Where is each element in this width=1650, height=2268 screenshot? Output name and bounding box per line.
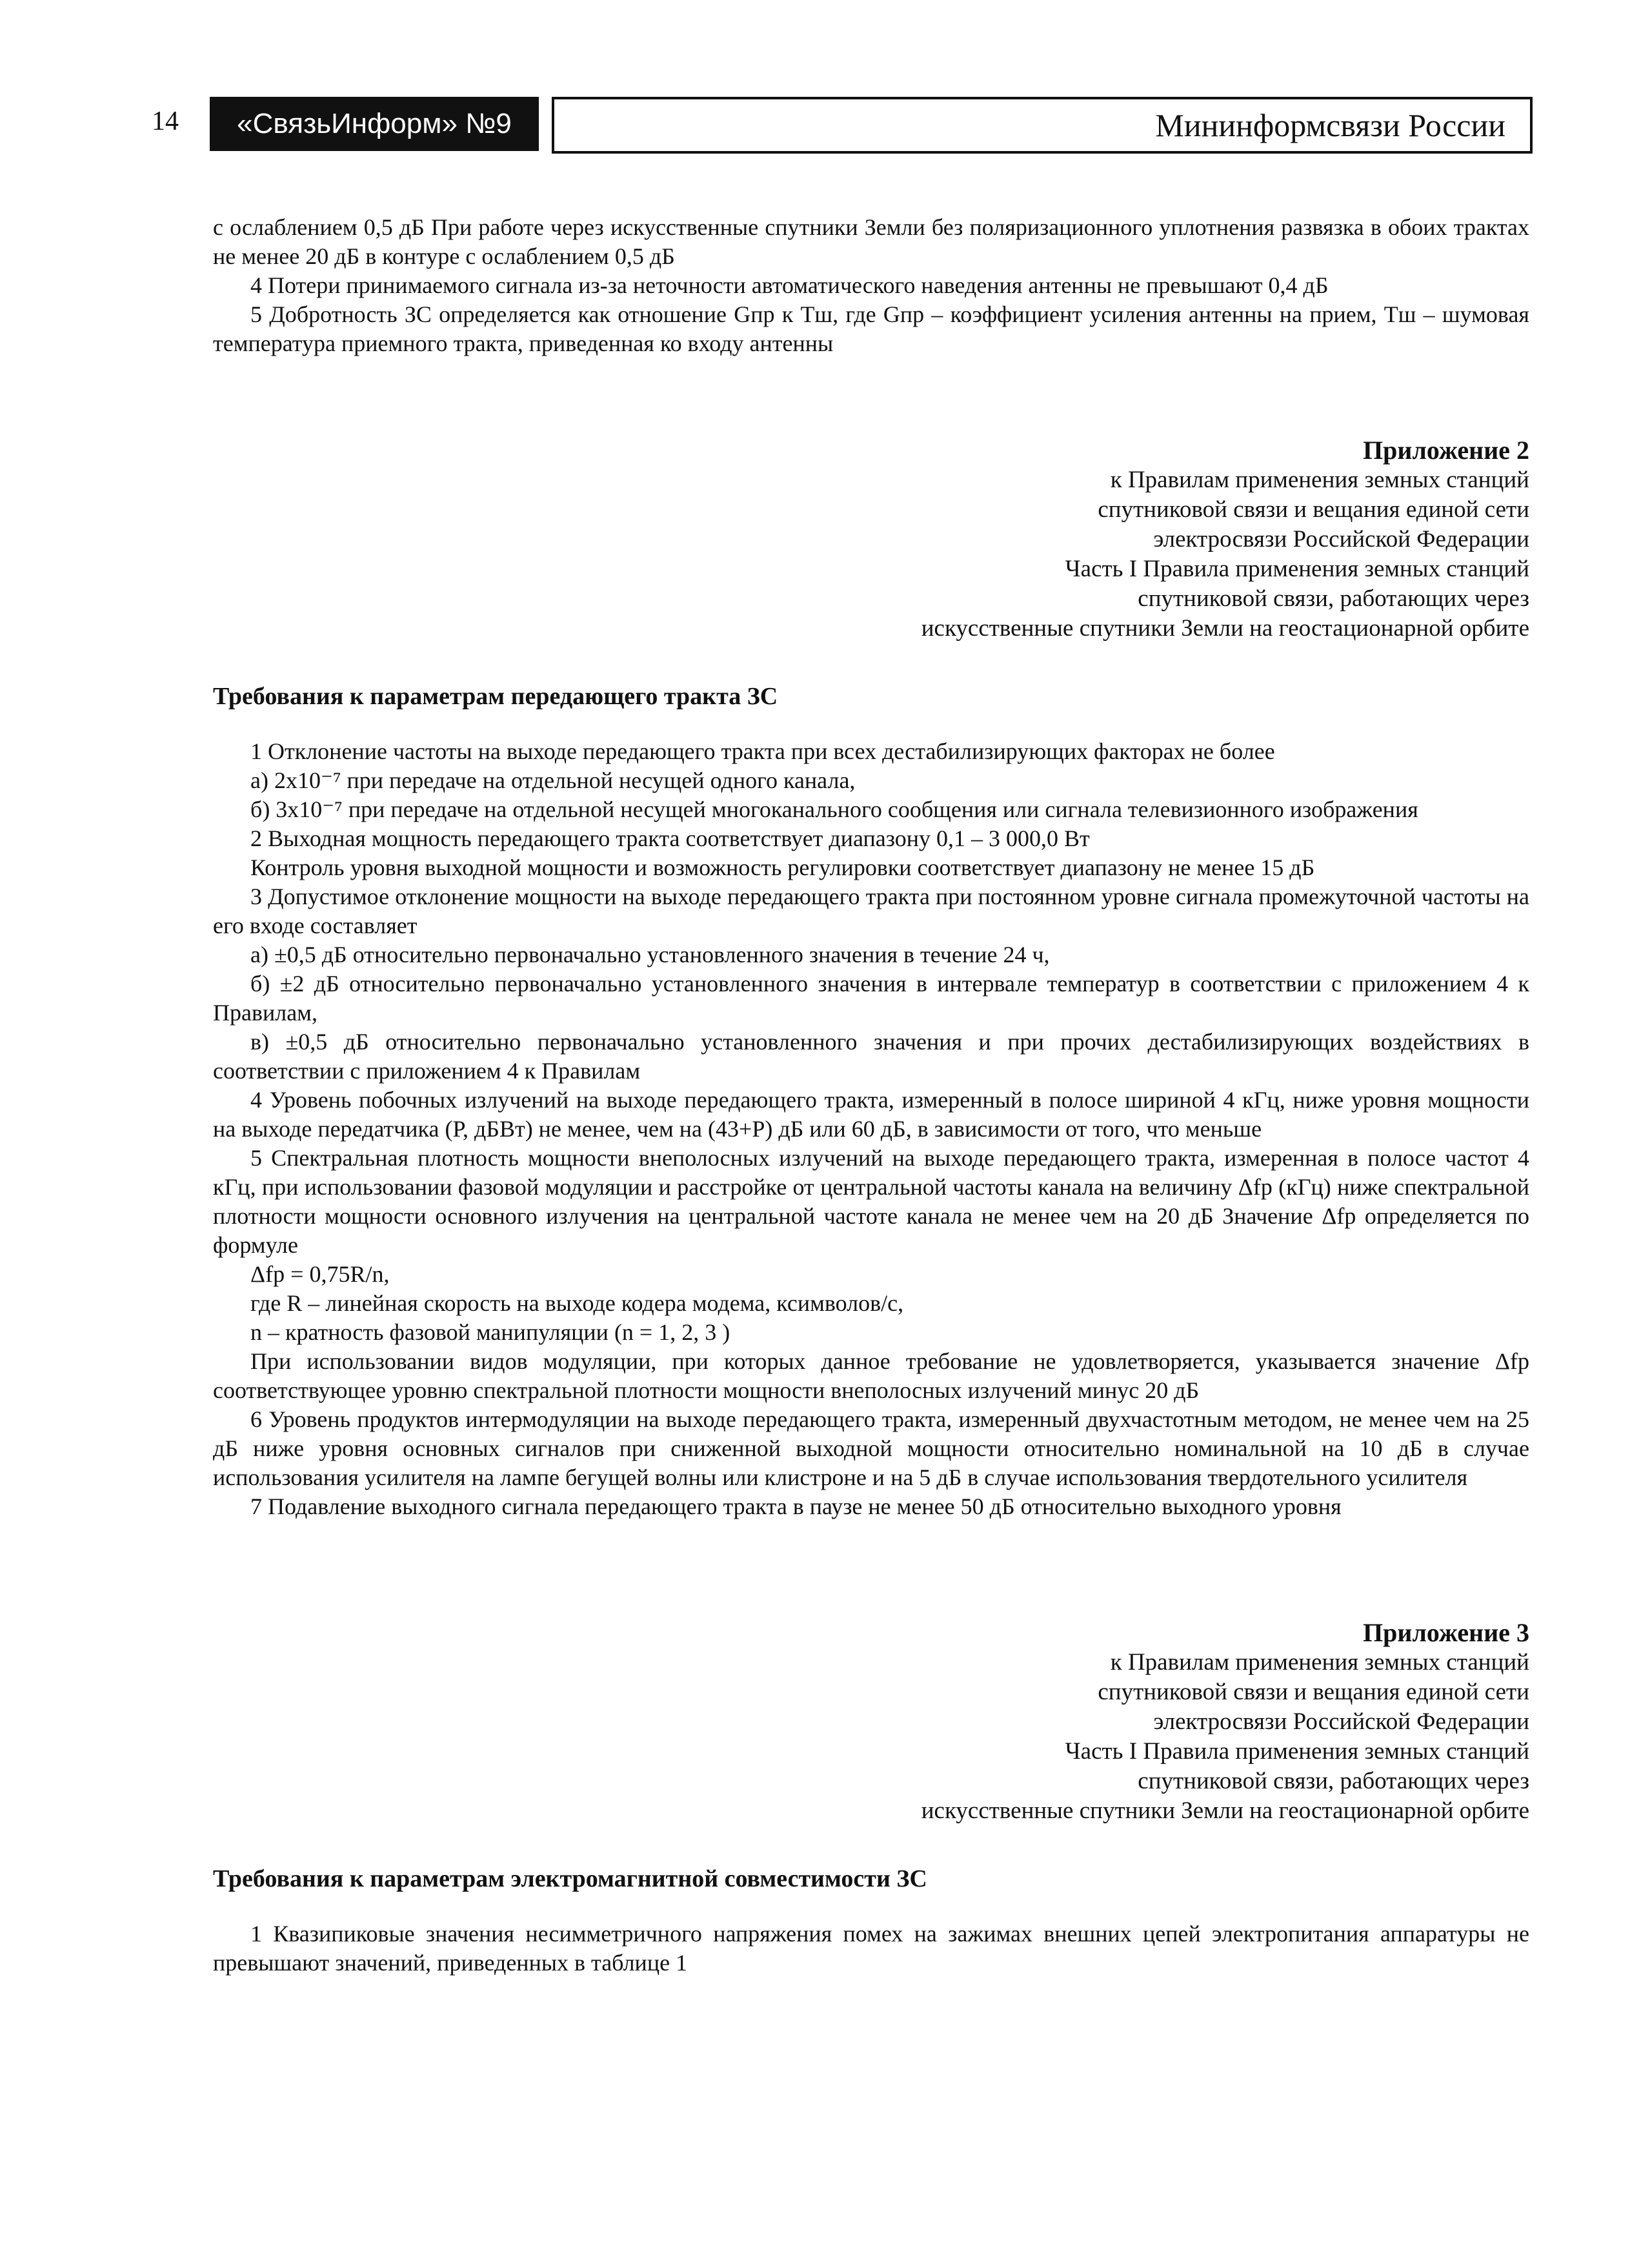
req-3b: б) ±2 дБ относительно первоначально установленного значения в интервале температур в соответствии с приложением 4 к Правилам, [213, 971, 1529, 1026]
page-content [213, 213, 1529, 1978]
req-1b: б) 3x10⁻⁷ при передаче на отдельной несущей многоканального сообщения или сигнала телевизионного изображения [250, 796, 1418, 822]
journal-title-badge: «СвязьИнформ» №9 [210, 97, 539, 151]
page-number: 14 [152, 106, 179, 136]
req-2b: Контроль уровня выходной мощности и возможность регулировки соответствует диапазону не менее 15 дБ [250, 855, 1315, 880]
req-4: 4 Уровень побочных излучений на выходе передающего тракта, измеренный в полосе шириной 4 кГц, ниже уровня мощности на выходе передатчика (Р, дБВт) не менее, чем на (43+Р) дБ или 60 дБ, в зависимости от того, что меньше [213, 1087, 1529, 1142]
emc-req-1: 1 Квазипиковые значения несимметричного напряжения помех на зажимах внешних цепей электропитания аппаратуры не превышают значений, приведенных в таблице 1 [213, 1921, 1529, 1976]
appendix-3-line: спутниковой связи, работающих через [1138, 1768, 1529, 1794]
appendix-3-title: Приложение 3 [1363, 1618, 1529, 1647]
req-5-formula: Δfр = 0,75R/n, [250, 1261, 390, 1287]
req-5-where-n: n – кратность фазовой манипуляции (n = 1, 2, 3 ) [250, 1319, 730, 1345]
req-7: 7 Подавление выходного сигнала передающего тракта в паузе не менее 50 дБ относительно выходного уровня [250, 1493, 1342, 1519]
appendix-2-line: искусственные спутники Земли на геостационарной орбите [921, 615, 1529, 642]
appendix-2-heading [213, 436, 1529, 643]
appendix-2-line: спутниковой связи и вещания единой сети [1098, 496, 1529, 523]
intro-paragraph-5: 5 Добротность ЗС определяется как отношение Gпр к Тш, где Gпр – коэффициент усиления антенны на прием, Тш – шумовая температура приемного тракта, приведенная ко входу антенны [213, 301, 1529, 356]
appendix-2-line: спутниковой связи, работающих через [1138, 585, 1529, 612]
appendix-3-heading [213, 1618, 1529, 1826]
appendix-2-line: Часть I Правила применения земных станций [1065, 556, 1529, 582]
appendix-2-line: электросвязи Российской Федерации [1153, 526, 1529, 552]
req-3c: в) ±0,5 дБ относительно первоначально установленного значения и при прочих дестабилизирующих воздействиях в соответствии с приложением 4 к Правилам [213, 1029, 1529, 1084]
req-3a: а) ±0,5 дБ относительно первоначально установленного значения в течение 24 ч, [250, 942, 1050, 967]
appendix-3-section-title: Требования к параметрам электромагнитной совместимости ЗС [213, 1865, 927, 1892]
appendix-3-line: электросвязи Российской Федерации [1153, 1708, 1529, 1735]
appendix-3-line: спутниковой связи и вещания единой сети [1098, 1679, 1529, 1705]
intro-paragraph-1: с ослаблением 0,5 дБ При работе через искусственные спутники Земли без поляризационного уплотнения развязка в обоих трактах не менее 20 дБ в контуре с ослаблением 0,5 дБ [213, 214, 1529, 269]
ministry-title-box: Мининформсвязи России [552, 97, 1533, 154]
appendix-3-line: Часть I Правила применения земных станций [1065, 1738, 1529, 1765]
appendix-2-title: Приложение 2 [1363, 436, 1529, 465]
req-5: 5 Спектральная плотность мощности внеполосных излучений на выходе передающего тракта, измеренная в полосе частот 4 кГц, при использовании фазовой модуляции и расстройке от центральной частоты канала на величину Δfр (кГц) ниже спектральной плотности мощности основного излучения на центральной частоте канала не менее чем на 20 дБ Значение Δfр определяется по формуле [213, 1145, 1529, 1258]
appendix-2-section-title: Требования к параметрам передающего тракта ЗС [213, 683, 778, 710]
intro-paragraph-4: 4 Потери принимаемого сигнала из-за неточности автоматического наведения антенны не превышают 0,4 дБ [250, 272, 1329, 298]
appendix-3-line: искусственные спутники Земли на геостационарной орбите [921, 1797, 1529, 1824]
req-1a: а) 2x10⁻⁷ при передаче на отдельной несущей одного канала, [250, 767, 856, 793]
req-5-where-r: где R – линейная скорость на выходе кодера модема, ксимволов/с, [250, 1290, 904, 1316]
appendix-3-line: к Правилам применения земных станций [1110, 1649, 1529, 1676]
page-header [152, 97, 1533, 155]
appendix-2-line: к Правилам применения земных станций [1110, 467, 1529, 493]
req-2: 2 Выходная мощность передающего тракта соответствует диапазону 0,1 – 3 000,0 Вт [250, 825, 1090, 851]
req-5b: При использовании видов модуляции, при которых данное требование не удовлетворяется, указывается значение Δfр соответствующее уровню спектральной плотности мощности внеполосных излучений минус 20 дБ [213, 1348, 1529, 1403]
req-3: 3 Допустимое отклонение мощности на выходе передающего тракта при постоянном уровне сигнала промежуточной частоты на его входе составляет [213, 884, 1529, 938]
req-1: 1 Отклонение частоты на выходе передающего тракта при всех дестабилизирующих факторах не более [250, 738, 1275, 764]
req-6: 6 Уровень продуктов интермодуляции на выходе передающего тракта, измеренный двухчастотным методом, не менее чем на 25 дБ ниже уровня основных сигналов при сниженной выходной мощности относительно номинальной на 10 дБ в случае использования усилителя на лампе бегущей волны или клистроне и на 5 дБ в случае использования твердотельного усилителя [213, 1406, 1529, 1490]
